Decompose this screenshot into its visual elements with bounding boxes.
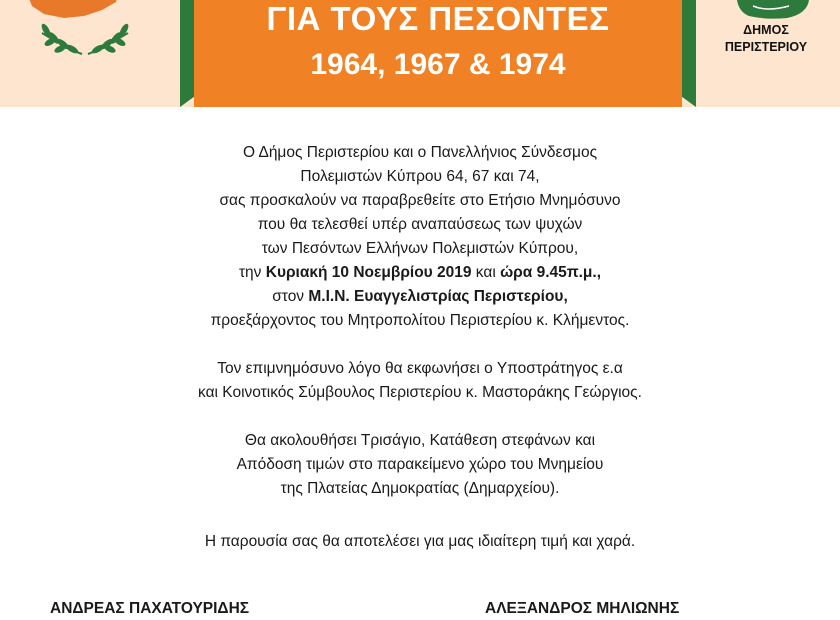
- invitation-paragraph: [0, 141, 840, 333]
- event-time: ώρα 9.45π.μ.,: [500, 264, 602, 281]
- text-line: που θα τελεσθεί υπέρ αναπαύσεως των ψυχών: [257, 216, 583, 233]
- cyprus-map-icon: [20, 0, 150, 68]
- text-line: της Πλατείας Δημοκρατίας (Δημαρχείου).: [280, 480, 560, 497]
- municipality-name-line1: ΔΗΜΟΣ: [743, 23, 789, 37]
- header: [0, 0, 840, 107]
- text-line: σας προσκαλούν να παραβρεθείτε στο Ετήσιο Μνημόσυνο: [219, 192, 621, 209]
- date-time-line: [0, 261, 840, 285]
- signature-right: ΑΛΕΞΑΝΔΡΟΣ ΜΗΛΙΩΝΗΣ: [485, 600, 680, 617]
- title-banner: [180, 0, 696, 107]
- signature-left: ΑΝΔΡΕΑΣ ΠΑΧΑΤΟΥΡΙΔΗΣ: [50, 600, 250, 617]
- text-fragment: στον: [272, 288, 309, 305]
- ceremony-paragraph: [0, 429, 840, 501]
- text-fragment: και: [471, 264, 501, 281]
- text-line: Ο Δήμος Περιστερίου και ο Πανελλήνιος Σύνδεσμος: [242, 144, 598, 161]
- text-line: των Πεσόντων Ελλήνων Πολεμιστών Κύπρου,: [261, 240, 579, 257]
- text-line: Τον επιμνημόσυνο λόγο θα εκφωνήσει ο Υποστράτηγος ε.α: [217, 360, 623, 377]
- closing-line: Η παρουσία σας θα αποτελέσει για μας ιδιαίτερη τιμή και χαρά.: [204, 533, 636, 550]
- speech-paragraph: [0, 357, 840, 405]
- municipality-name-line2: ΠΕΡΙΣΤΕΡΙΟΥ: [724, 40, 808, 54]
- text-line: προεξάρχοντος του Μητροπολίτου Περιστερίου κ. Κλήμεντος.: [210, 312, 630, 329]
- text-line: Απόδοση τιμών στο παρακείμενο χώρο του Μνημείου: [236, 456, 604, 473]
- event-date: Κυριακή 10 Νοεμβρίου 2019: [265, 264, 472, 281]
- banner-title-line2: 1964, 1967 & 1974: [310, 48, 566, 81]
- banner-title-line1: ΓΙΑ ΤΟΥΣ ΠΕΣΟΝΤΕΣ: [266, 0, 610, 37]
- location-line: [0, 285, 840, 309]
- text-fragment: την: [238, 264, 266, 281]
- event-location: Μ.Ι.Ν. Ευαγγελιστρίας Περιστερίου,: [308, 288, 568, 305]
- text-line: Πολεμιστών Κύπρου 64, 67 και 74,: [300, 168, 540, 185]
- text-line: Θα ακολουθήσει Τρισάγιο, Κατάθεση στεφάνων και: [244, 432, 596, 449]
- text-line: και Κοινοτικός Σύμβουλος Περιστερίου κ. Μαστοράκης Γεώργιος.: [198, 384, 642, 401]
- banner-orange-panel: [194, 0, 682, 107]
